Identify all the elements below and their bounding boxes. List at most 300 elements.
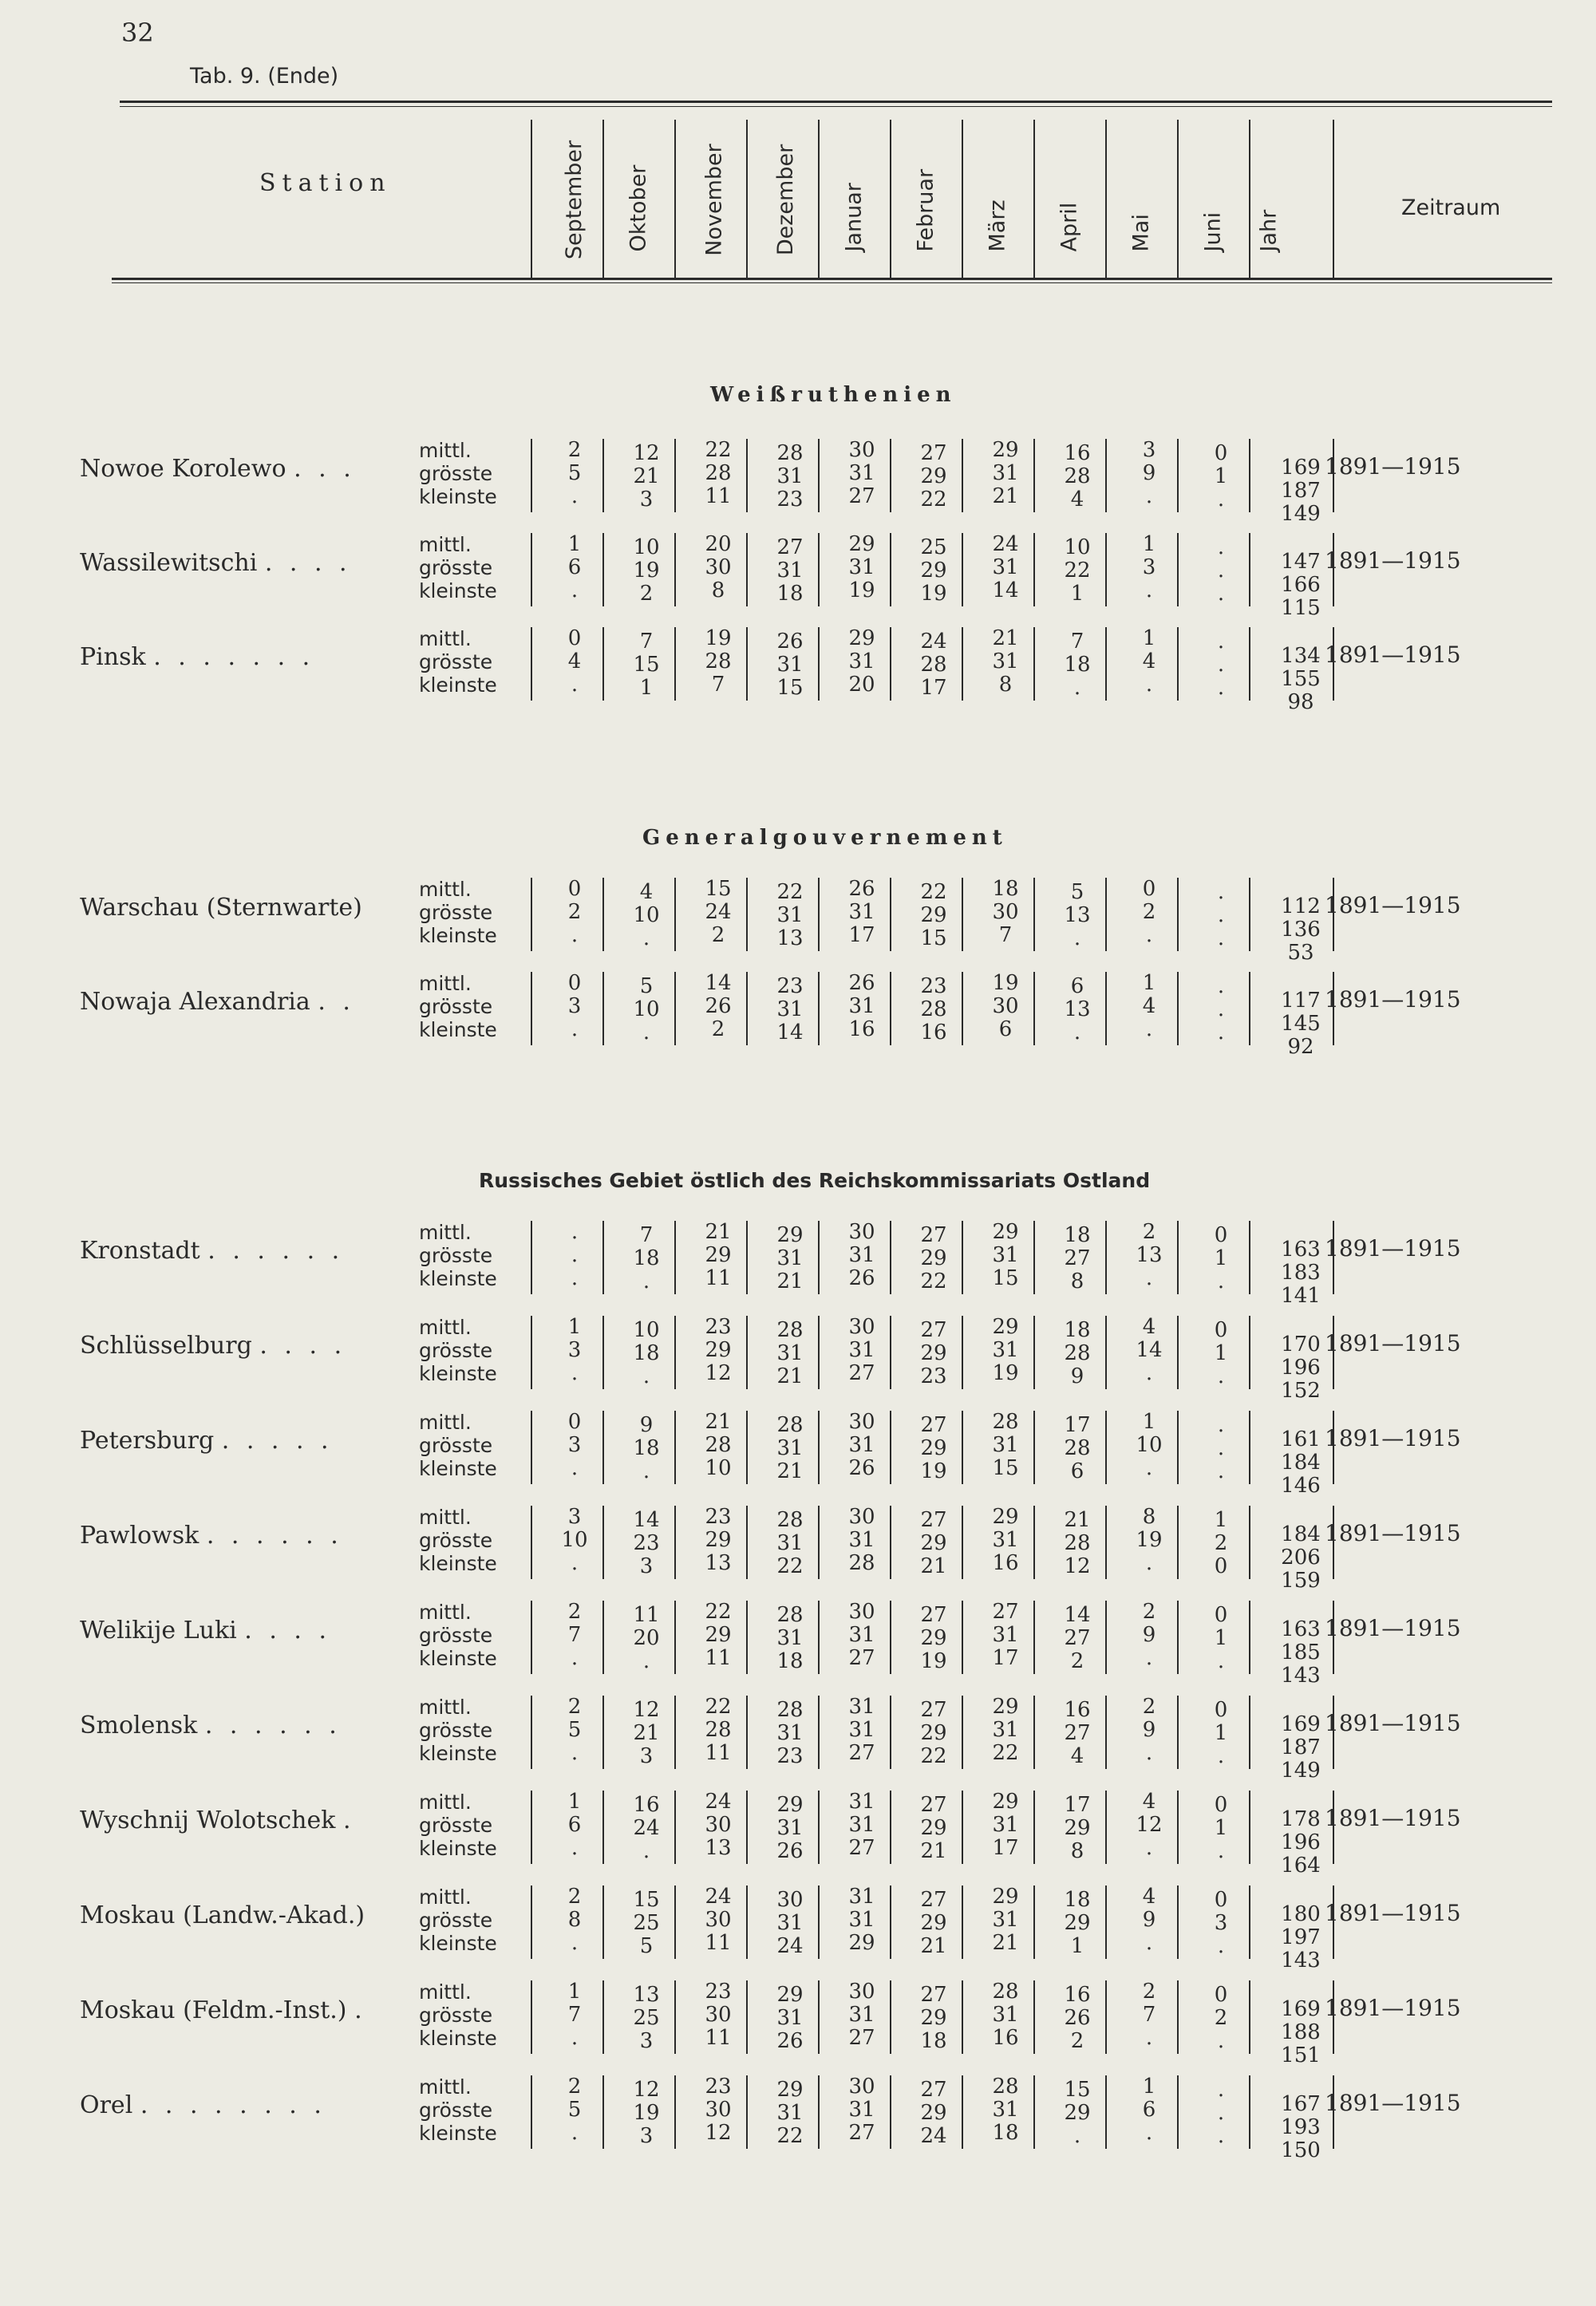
month-cell	[830, 878, 894, 947]
cell-value: .	[1145, 1646, 1153, 1670]
month-cell	[902, 2079, 966, 2148]
cell-value: 21	[992, 626, 1019, 650]
cell-value: 19	[920, 582, 947, 606]
cell-value: 5	[639, 974, 654, 998]
cell-value: 30	[705, 555, 732, 579]
cell-value: 31	[992, 1243, 1019, 1267]
header-column-separator	[746, 120, 748, 279]
month-cell	[1045, 1604, 1109, 1673]
cell-value: .	[571, 1266, 579, 1290]
month-cell	[758, 630, 822, 700]
cell-value: 24	[992, 532, 1019, 556]
station-row	[0, 627, 1596, 715]
month-cell	[830, 1791, 894, 1860]
cell-value: 31	[776, 559, 804, 582]
month-cell	[686, 533, 750, 602]
cell-value: 14	[705, 971, 732, 995]
month-cell	[974, 1791, 1037, 1860]
station-row	[0, 439, 1596, 527]
jahr-value: 143	[1281, 1664, 1321, 1688]
month-cell	[758, 536, 822, 606]
cell-value: 1	[1142, 532, 1156, 556]
cell-value: 21	[992, 1931, 1019, 1955]
month-cell	[974, 1696, 1037, 1765]
month-cell	[1117, 1885, 1181, 1955]
cell-value: 8	[1070, 1839, 1084, 1863]
cell-value: 16	[992, 1551, 1019, 1575]
row-label: mittl.	[419, 1221, 472, 1244]
jahr-value: 185	[1281, 1641, 1321, 1664]
cell-value: 2	[1070, 2029, 1084, 2053]
cell-value: 31	[992, 2098, 1019, 2122]
cell-value: 22	[705, 1695, 732, 1719]
row-labels	[419, 1791, 497, 1860]
month-cell	[830, 1316, 894, 1385]
month-cell	[1045, 881, 1109, 950]
cell-value: 31	[776, 1436, 804, 1460]
month-cell	[1189, 1604, 1253, 1673]
cell-value: 1	[1142, 971, 1156, 995]
cell-value: .	[1217, 2101, 1225, 2125]
cell-value: 3	[1142, 438, 1156, 462]
row-label: kleinste	[419, 1742, 497, 1765]
station-name-leader-dots: . . .	[294, 455, 356, 483]
cell-value: 26	[848, 1456, 875, 1480]
cell-value: .	[571, 1243, 579, 1267]
cell-value: .	[1073, 926, 1081, 950]
cell-value: 31	[848, 1695, 875, 1719]
header-station: Station	[259, 169, 392, 197]
station-name-text: Orel	[80, 2091, 133, 2119]
cell-value: .	[571, 1017, 579, 1041]
cell-value: 27	[992, 1600, 1019, 1624]
zeitraum-value: 1891—1915	[1325, 1805, 1461, 1831]
cell-value: 11	[705, 1646, 732, 1670]
month-cell	[1045, 1984, 1109, 2053]
cell-value: 27	[848, 1836, 875, 1860]
zeitraum-value: 1891—1915	[1325, 1330, 1461, 1356]
cell-value: 21	[776, 1459, 804, 1483]
cell-value: 29	[848, 1931, 875, 1955]
month-cell	[1045, 1794, 1109, 1863]
cell-value: 31	[776, 1531, 804, 1555]
month-cell	[758, 1889, 822, 1958]
cell-value: 31	[776, 1246, 804, 1270]
cell-value: .	[1217, 1744, 1225, 1768]
jahr-cell	[1269, 645, 1333, 714]
cell-value: 31	[848, 994, 875, 1018]
cell-value: 30	[705, 2003, 732, 2027]
zeitraum-value: 1891—1915	[1325, 892, 1461, 918]
jahr-value: 197	[1281, 1925, 1321, 1949]
cell-value: 16	[1064, 1983, 1091, 2007]
cell-value: 30	[705, 1908, 732, 1932]
row-labels	[419, 878, 497, 947]
cell-value: 29	[848, 532, 875, 556]
station-name	[80, 1617, 415, 1645]
jahr-value: 149	[1281, 502, 1321, 526]
cell-value: .	[1217, 903, 1225, 927]
month-cell	[830, 972, 894, 1041]
jahr-value: 143	[1281, 1949, 1321, 1972]
month-cell	[1117, 1791, 1181, 1860]
month-cell	[974, 1221, 1037, 1290]
cell-value: 0	[1214, 441, 1228, 465]
header-column-separator	[890, 120, 891, 279]
cell-value: 23	[705, 2075, 732, 2099]
cell-value: .	[1217, 1021, 1225, 1044]
month-cell	[974, 972, 1037, 1041]
month-cell	[614, 442, 678, 511]
cell-value: 30	[848, 1600, 875, 1624]
cell-value: 13	[705, 1836, 732, 1860]
jahr-value: 187	[1281, 1735, 1321, 1759]
cell-value: 11	[705, 1266, 732, 1290]
month-cell	[543, 627, 606, 697]
month-cell	[1045, 1414, 1109, 1483]
cell-value: 2	[567, 438, 582, 462]
month-cell	[614, 1224, 678, 1293]
row-label: kleinste	[419, 2027, 497, 2050]
station-name-leader-dots: . . . . . .	[207, 1237, 345, 1265]
cell-value: 31	[848, 900, 875, 924]
cell-value: 31	[848, 1908, 875, 1932]
station-row	[0, 1506, 1596, 1593]
cell-value: 29	[776, 1793, 804, 1817]
jahr-value: 98	[1287, 690, 1314, 714]
header-month-label: Januar	[841, 182, 867, 251]
month-cell	[1045, 536, 1109, 606]
section-title: Russisches Gebiet östlich des Reichskommissariats Ostland	[479, 1169, 1151, 1192]
month-cell	[686, 1696, 750, 1765]
cell-value: 29	[1064, 1911, 1091, 1935]
month-cell	[758, 1604, 822, 1673]
month-cell	[614, 1794, 678, 1863]
month-cell	[1045, 975, 1109, 1044]
cell-value: 28	[1064, 464, 1091, 488]
month-cell	[1189, 1224, 1253, 1293]
cell-value: 2	[711, 1017, 725, 1041]
header-column-separator	[531, 120, 532, 279]
jahr-value: 159	[1281, 1569, 1321, 1593]
cell-value: .	[1217, 974, 1225, 998]
cell-value: 30	[848, 2075, 875, 2099]
month-cell	[1189, 1794, 1253, 1863]
month-cell	[974, 627, 1037, 697]
cell-value: 28	[776, 1508, 804, 1532]
jahr-value: 166	[1281, 573, 1321, 597]
station-row	[0, 878, 1596, 965]
cell-value: 29	[705, 1243, 732, 1267]
cell-value: .	[571, 1836, 579, 1860]
month-cell	[686, 1885, 750, 1955]
month-cell	[543, 1221, 606, 1290]
jahr-cell	[1269, 1808, 1333, 1878]
cell-value: 22	[776, 2124, 804, 2148]
month-cell	[1189, 1414, 1253, 1483]
cell-value: 28	[920, 997, 947, 1021]
cell-value: 18	[776, 582, 804, 606]
header-month-label: April	[1057, 202, 1082, 251]
cell-value: .	[642, 1839, 650, 1863]
month-cell	[1189, 2079, 1253, 2148]
cell-value: 14	[776, 1021, 804, 1044]
header-column-separator	[1105, 120, 1107, 279]
month-cell	[830, 439, 894, 508]
cell-value: 7	[567, 1623, 582, 1647]
cell-value: 31	[848, 1813, 875, 1837]
cell-value: 29	[920, 903, 947, 927]
month-cell	[1117, 533, 1181, 602]
header-column-separator	[962, 120, 963, 279]
station-name-text: Pawlowsk	[80, 1522, 200, 1550]
station-row	[0, 1791, 1596, 1878]
jahr-value: 145	[1281, 1012, 1321, 1036]
jahr-value: 152	[1281, 1379, 1321, 1403]
jahr-value: 187	[1281, 479, 1321, 503]
station-name-text: Nowoe Korolewo	[80, 455, 286, 483]
month-cell	[543, 1696, 606, 1765]
cell-value: 17	[992, 1836, 1019, 1860]
month-cell	[686, 878, 750, 947]
cell-value: 22	[920, 1744, 947, 1768]
month-cell	[614, 1509, 678, 1578]
cell-value: 30	[848, 1505, 875, 1529]
cell-value: 1	[1070, 582, 1084, 606]
cell-value: 30	[848, 438, 875, 462]
cell-value: 8	[1142, 1505, 1156, 1529]
cell-value: 21	[1064, 1508, 1091, 1532]
month-cell	[974, 1601, 1037, 1670]
cell-value: 0	[1214, 1793, 1228, 1817]
month-cell	[830, 1601, 894, 1670]
cell-value: 6	[567, 555, 582, 579]
cell-value: 29	[992, 1695, 1019, 1719]
jahr-value: 178	[1281, 1807, 1321, 1831]
cell-value: .	[1217, 1364, 1225, 1388]
cell-value: 29	[920, 1246, 947, 1270]
header-month-label: Dezember	[773, 144, 799, 255]
cell-value: .	[1217, 630, 1225, 653]
month-cell	[614, 881, 678, 950]
month-cell	[758, 1414, 822, 1483]
section-title: Weißruthenien	[710, 383, 957, 407]
month-cell	[1189, 881, 1253, 950]
cell-value: 29	[920, 2006, 947, 2030]
jahr-cell	[1269, 1713, 1333, 1783]
cell-value: 28	[705, 1433, 732, 1457]
jahr-value: 196	[1281, 1356, 1321, 1380]
cell-value: 2	[1214, 1531, 1228, 1555]
month-cell	[974, 1980, 1037, 2050]
row-label: grösste	[419, 1814, 493, 1837]
cell-value: 29	[705, 1338, 732, 1362]
month-cell	[1189, 975, 1253, 1044]
cell-value: 27	[848, 2026, 875, 2050]
jahr-cell	[1269, 456, 1333, 526]
cell-value: 27	[920, 2078, 947, 2102]
month-cell	[1045, 442, 1109, 511]
cell-value: 28	[920, 653, 947, 677]
cell-value: 31	[992, 1433, 1019, 1457]
row-label: grösste	[419, 1244, 493, 1267]
month-cell	[614, 975, 678, 1044]
cell-value: 27	[920, 1508, 947, 1532]
cell-value: 31	[848, 1718, 875, 1742]
cell-value: 19	[992, 1361, 1019, 1385]
cell-value: 29	[920, 1531, 947, 1555]
station-name-text: Wyschnij Wolotschek	[80, 1806, 336, 1834]
cell-value: 0	[1214, 1554, 1228, 1578]
cell-value: 0	[1214, 1603, 1228, 1627]
station-row	[0, 1980, 1596, 2068]
cell-value: 28	[776, 1698, 804, 1722]
cell-value: 1	[1214, 1721, 1228, 1745]
row-label: kleinste	[419, 924, 497, 947]
cell-value: 28	[1064, 1341, 1091, 1365]
cell-value: 20	[848, 673, 875, 697]
cell-value: 15	[992, 1456, 1019, 1480]
jahr-value: 155	[1281, 667, 1321, 691]
station-name	[80, 1901, 415, 1929]
cell-value: 22	[776, 880, 804, 904]
row-label: grösste	[419, 650, 493, 673]
jahr-cell	[1269, 1523, 1333, 1593]
station-name	[80, 643, 415, 671]
row-label: mittl.	[419, 1696, 472, 1719]
cell-value: 6	[998, 1017, 1013, 1041]
month-cell	[543, 1980, 606, 2050]
cell-value: 12	[633, 1698, 660, 1722]
month-cell	[543, 878, 606, 947]
month-cell	[614, 1699, 678, 1768]
cell-value: 26	[848, 877, 875, 901]
cell-value: .	[1217, 676, 1225, 700]
jahr-cell	[1269, 1333, 1333, 1403]
month-cell	[686, 1221, 750, 1290]
cell-value: 1	[567, 1315, 582, 1339]
cell-value: 9	[1142, 1908, 1156, 1932]
column-separator	[531, 1791, 532, 1864]
cell-value: 21	[920, 1554, 947, 1578]
cell-value: 31	[992, 461, 1019, 485]
cell-value: 19	[848, 578, 875, 602]
month-cell	[758, 1699, 822, 1768]
month-cell	[902, 536, 966, 606]
cell-value: .	[1217, 1269, 1225, 1293]
jahr-value: 188	[1281, 2020, 1321, 2044]
jahr-cell	[1269, 1238, 1333, 1308]
month-cell	[1045, 1224, 1109, 1293]
station-row	[0, 533, 1596, 621]
cell-value: 31	[848, 1338, 875, 1362]
row-label: mittl.	[419, 439, 472, 462]
cell-value: 29	[848, 626, 875, 650]
month-cell	[614, 630, 678, 700]
cell-value: 1	[1214, 1246, 1228, 1270]
cell-value: 21	[920, 1839, 947, 1863]
cell-value: 2	[1142, 1220, 1156, 1244]
column-separator	[531, 1221, 532, 1294]
cell-value: 21	[705, 1410, 732, 1434]
cell-value: .	[1145, 2026, 1153, 2050]
cell-value: 17	[920, 676, 947, 700]
cell-value: 27	[920, 1223, 947, 1247]
month-cell	[974, 1411, 1037, 1480]
jahr-cell	[1269, 1618, 1333, 1688]
month-cell	[614, 1604, 678, 1673]
month-cell	[1045, 1509, 1109, 1578]
cell-value: 9	[1142, 1623, 1156, 1647]
cell-value: 31	[992, 1528, 1019, 1552]
station-name	[80, 1332, 415, 1360]
jahr-value: 183	[1281, 1261, 1321, 1285]
cell-value: 4	[1142, 1790, 1156, 1814]
cell-value: 1	[1142, 626, 1156, 650]
month-cell	[1189, 1984, 1253, 2053]
row-labels	[419, 439, 497, 508]
row-label: grösste	[419, 1624, 493, 1647]
cell-value: 29	[920, 559, 947, 582]
cell-value: 10	[1064, 535, 1091, 559]
station-name-text: Petersburg	[80, 1427, 215, 1455]
jahr-value: 180	[1281, 1902, 1321, 1926]
month-cell	[686, 627, 750, 697]
cell-value: 30	[992, 994, 1019, 1018]
cell-value: 26	[776, 630, 804, 653]
cell-value: 7	[639, 630, 654, 653]
row-label: kleinste	[419, 2122, 497, 2145]
cell-value: 27	[920, 1888, 947, 1912]
month-cell	[1117, 1980, 1181, 2050]
row-labels	[419, 972, 497, 1041]
month-cell	[1117, 2075, 1181, 2145]
month-cell	[902, 442, 966, 511]
station-name	[80, 894, 415, 922]
cell-value: .	[571, 1551, 579, 1575]
station-name	[80, 1522, 415, 1550]
cell-value: 26	[848, 971, 875, 995]
header-month-label: Juni	[1200, 211, 1226, 251]
month-cell	[902, 630, 966, 700]
month-cell	[758, 881, 822, 950]
header-month-label: März	[985, 199, 1010, 251]
row-labels	[419, 627, 497, 697]
cell-value: 25	[633, 1911, 660, 1935]
cell-value: 27	[920, 1983, 947, 2007]
cell-value: 31	[848, 650, 875, 673]
cell-value: 29	[992, 1505, 1019, 1529]
cell-value: 5	[639, 1934, 654, 1958]
month-cell	[1117, 1506, 1181, 1575]
month-cell	[902, 1224, 966, 1293]
column-separator	[531, 533, 532, 606]
station-name-leader-dots: . .	[318, 988, 355, 1016]
row-label: kleinste	[419, 1647, 497, 1670]
header-month-februar	[913, 120, 978, 279]
month-cell	[758, 442, 822, 511]
cell-value: 11	[633, 1603, 660, 1627]
station-name-leader-dots: . . . .	[264, 549, 352, 577]
month-cell	[830, 1696, 894, 1765]
cell-value: .	[1145, 1361, 1153, 1385]
cell-value: 15	[776, 676, 804, 700]
row-label: mittl.	[419, 627, 472, 650]
cell-value: 16	[633, 1793, 660, 1817]
cell-value: 31	[776, 1911, 804, 1935]
month-cell	[686, 1980, 750, 2050]
row-label: mittl.	[419, 1980, 472, 2004]
